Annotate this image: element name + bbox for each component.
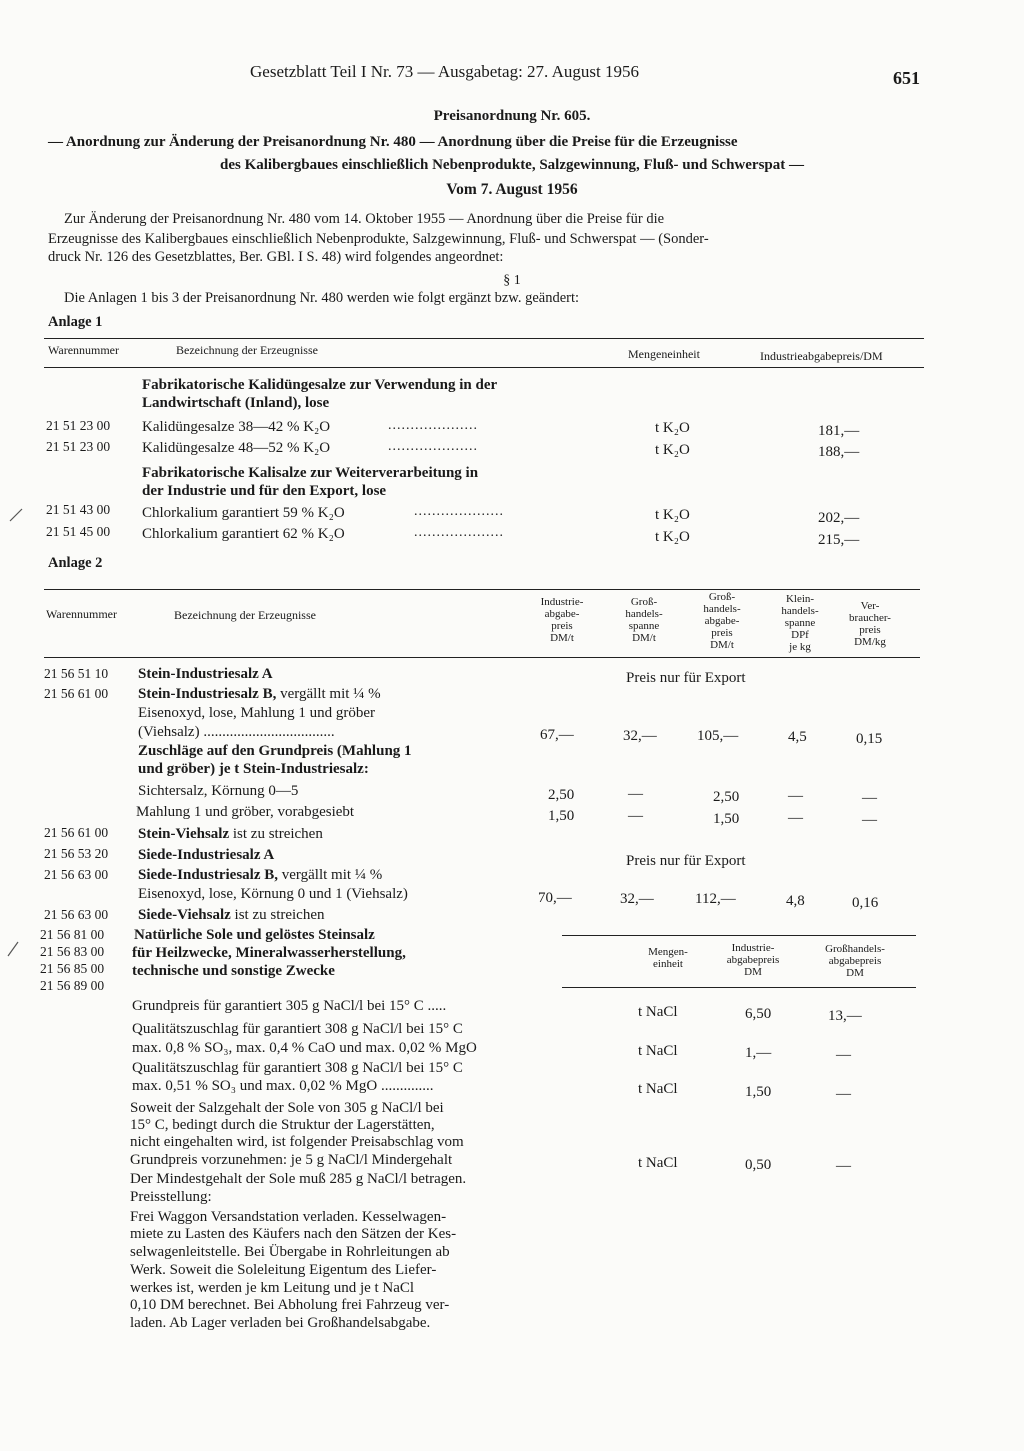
- a2-header-warennummer: Warennummer: [46, 607, 118, 621]
- a2-z1-name: Sichtersalz, Körnung 0—5: [138, 783, 299, 799]
- sub-table-header-rule: [562, 987, 916, 988]
- anlage-2-title: Anlage 2: [48, 555, 103, 571]
- a2-abschlag-line-2: 15° C, bedingt durch die Struktur der Lagerstätten,: [130, 1117, 435, 1133]
- a2-r5-val-4: 4,8: [786, 893, 805, 909]
- sub-header-industrieabgabepreis: Industrie- abgabepreis DM: [726, 942, 780, 978]
- ordinance-subtitle-2: des Kalibergbaues einschließlich Nebenprodukte, Salzgewinnung, Fluß- und Schwerspat —: [220, 157, 804, 173]
- a2-r2-val-1: 67,—: [540, 727, 574, 743]
- a1-header-mengeneinheit: Mengeneinheit: [628, 347, 700, 361]
- a2-sole-nr-2: 21 56 83 00: [40, 944, 105, 959]
- a2-r1-name: Stein-Industriesalz A: [138, 666, 273, 682]
- a2-abschlag-gh: —: [836, 1158, 851, 1174]
- a2-z2-val-4: —: [788, 810, 803, 826]
- a2-z1-val-4: —: [788, 788, 803, 804]
- a2-header-kleinhandelsspanne: Klein- handels- spanne DPf je kg: [781, 593, 819, 653]
- a2-r5-name-bold: Siede-Industriesalz B,: [138, 867, 279, 883]
- a2-preisstellung-line-7: laden. Ab Lager verladen bei Großhandelsabgabe.: [130, 1315, 431, 1331]
- a2-grundpreis-unit: t NaCl: [638, 1004, 678, 1020]
- a1-row-1-unit: t K₂O: [655, 420, 690, 436]
- a2-header-industrieabgabepreis: Industrie- abgabe- preis DM/t: [540, 596, 584, 644]
- a2-sole-line-1: Natürliche Sole und gelöstes Steinsalz: [134, 927, 375, 943]
- a2-preisstellung-line-1: Frei Waggon Versandstation verladen. Kesselwagen-: [130, 1209, 447, 1225]
- a2-r5-name: [138, 867, 382, 884]
- a2-r5-val-2: 32,—: [620, 891, 654, 907]
- intro-line-2: Erzeugnisse des Kalibergbaues einschließlich Nebenprodukte, Salzgewinnung, Fluß- und Schwerspat — (Sonder-: [48, 231, 709, 247]
- a2-q1-gh: —: [836, 1047, 851, 1063]
- a2-export-note-2: Preis nur für Export: [626, 853, 746, 869]
- a1-group-1-line-1: Fabrikatorische Kalidüngesalze zur Verwendung in der: [142, 377, 498, 393]
- a1-row-3-price: 202,—: [818, 510, 860, 526]
- a2-r2-val-4: 4,5: [788, 729, 807, 745]
- a2-r6-name: [138, 907, 325, 924]
- anlage-2-header-rule: [44, 657, 920, 658]
- a2-q1-line-1: Qualitätszuschlag für garantiert 308 g NaCl/l bei 15° C: [132, 1021, 463, 1037]
- a2-preisstellung-line-2: miete zu Lasten des Käufers nach den Sätzen der Kes-: [130, 1226, 457, 1242]
- a1-row-2-name: Kalidüngesalze 48—52 % K₂O: [142, 440, 331, 456]
- a2-grundpreis: Grundpreis für garantiert 305 g NaCl/l bei 15° C .....: [132, 998, 447, 1014]
- a2-z2-val-1: 1,50: [548, 808, 575, 824]
- a2-z1-val-2: —: [628, 786, 643, 802]
- a2-r2-name-rest: vergällt mit ¼ %: [280, 686, 381, 702]
- a2-q1-ind: 1,—: [745, 1045, 772, 1061]
- a2-preisstellung-line-6: 0,10 DM berechnet. Bei Abholung frei Fahrzeug ver-: [130, 1297, 450, 1313]
- a2-z2-val-5: —: [862, 812, 877, 828]
- a2-q2-ind: 1,50: [745, 1084, 772, 1100]
- a2-sole-line-3: technische und sonstige Zwecke: [132, 963, 335, 979]
- margin-mark-2: [4, 938, 24, 960]
- a1-row-1-nr: 21 51 23 00: [46, 418, 111, 433]
- a2-r2-line-3: (Viehsalz) ...................................: [138, 724, 335, 740]
- a2-r2-line-2: Eisenoxyd, lose, Mahlung 1 und gröber: [138, 705, 376, 721]
- margin-mark-1: [6, 505, 26, 525]
- a2-r4-name: Siede-Industriesalz A: [138, 847, 275, 863]
- a2-surcharge-line-1: Zuschläge auf den Grundpreis (Mahlung 1: [138, 743, 412, 759]
- a2-r5-val-1: 70,—: [538, 890, 572, 906]
- a1-row-3-unit: t K₂O: [655, 507, 690, 523]
- a2-r3-name: [138, 826, 323, 843]
- a2-r3-name-bold: Stein-Viehsalz: [138, 826, 230, 842]
- a1-row-4-unit: t K₂O: [655, 529, 690, 545]
- a1-row-4-name: Chlorkalium garantiert 62 % K₂O: [142, 526, 345, 542]
- a2-mindestgehalt: Der Mindestgehalt der Sole muß 285 g NaCl/l betragen.: [130, 1171, 467, 1187]
- a1-header-preis: Industrieabgabepreis/DM: [760, 349, 883, 363]
- a1-row-2-unit: t K₂O: [655, 442, 690, 458]
- a2-z2-val-3: 1,50: [713, 811, 740, 827]
- a2-abschlag-line-1: Soweit der Salzgehalt der Sole von 305 g NaCl/l bei: [130, 1100, 444, 1116]
- a1-row-3-nr: 21 51 43 00: [46, 502, 111, 517]
- a1-group-2-line-2: der Industrie und für den Export, lose: [142, 483, 387, 499]
- a2-grundpreis-gh: 13,—: [828, 1008, 862, 1024]
- running-title: Gesetzblatt Teil I Nr. 73 — Ausgabetag: 27. August 1956: [250, 62, 639, 81]
- a1-row-1-leader: ....................: [388, 418, 478, 433]
- ordinance-title: Preisanordnung Nr. 605.: [433, 108, 591, 124]
- a2-z2-val-2: —: [628, 808, 643, 824]
- a2-r3-nr: 21 56 61 00: [44, 825, 109, 840]
- a2-preisstellung-line-4: Werk. Soweit die Soleleitung Eigentum des Liefer-: [130, 1262, 437, 1278]
- a2-header-grosshandelsspanne: Groß- handels- spanne DM/t: [625, 596, 663, 644]
- a1-row-4-nr: 21 51 45 00: [46, 524, 111, 539]
- a2-z1-val-5: —: [862, 790, 877, 806]
- a1-row-2-nr: 21 51 23 00: [46, 439, 111, 454]
- a2-q1-unit: t NaCl: [638, 1043, 678, 1059]
- a2-sole-line-2: für Heilzwecke, Mineralwasserherstellung,: [132, 945, 406, 961]
- a2-z1-val-3: 2,50: [713, 789, 740, 805]
- a2-preisstellung-line-5: werkes ist, werden je km Leitung und je t NaCl: [130, 1280, 415, 1296]
- intro-line-1: Zur Änderung der Preisanordnung Nr. 480 vom 14. Oktober 1955 — Anordnung über die Preise für die: [64, 211, 665, 227]
- a1-row-2-leader: ....................: [388, 439, 478, 454]
- anlage-2-top-rule: [44, 589, 920, 590]
- a2-export-note-1: Preis nur für Export: [626, 670, 746, 686]
- a2-r5-val-5: 0,16: [852, 895, 879, 911]
- a1-row-3-name: Chlorkalium garantiert 59 % K₂O: [142, 505, 345, 521]
- a2-q2-unit: t NaCl: [638, 1081, 678, 1097]
- a2-q1-line-2: max. 0,8 % SO₃, max. 0,4 % CaO und max. 0,02 % MgO: [132, 1040, 477, 1056]
- a1-row-3-leader: ....................: [414, 504, 504, 519]
- a2-r2-val-3: 105,—: [697, 728, 739, 744]
- sub-header-grosshandelsabgabepreis: Großhandels- abgabepreis DM: [825, 943, 885, 979]
- anlage-1-top-rule: [44, 338, 924, 339]
- a2-z2-name: Mahlung 1 und gröber, vorabgesiebt: [136, 804, 355, 820]
- a2-r5-nr: 21 56 63 00: [44, 867, 109, 882]
- a1-row-1-price: 181,—: [818, 423, 860, 439]
- a2-r2-nr: 21 56 61 00: [44, 686, 109, 701]
- a1-group-1-line-2: Landwirtschaft (Inland), lose: [142, 395, 330, 411]
- a2-sole-nr-1: 21 56 81 00: [40, 927, 105, 942]
- a2-abschlag-ind: 0,50: [745, 1157, 772, 1173]
- a2-r2-val-2: 32,—: [623, 728, 657, 744]
- section-text: Die Anlagen 1 bis 3 der Preisanordnung Nr. 480 werden wie folgt ergänzt bzw. geändert:: [64, 290, 580, 306]
- a2-abschlag-line-4: Grundpreis vorzunehmen: je 5 g NaCl/l Mindergehalt: [130, 1152, 453, 1168]
- section-mark: § 1: [503, 273, 521, 288]
- a2-grundpreis-ind: 6,50: [745, 1006, 772, 1022]
- a2-q2-line-2: max. 0,51 % SO₃ und max. 0,02 % MgO ..............: [132, 1078, 434, 1094]
- a1-row-2-price: 188,—: [818, 444, 860, 460]
- a2-z1-val-1: 2,50: [548, 787, 575, 803]
- a1-row-1-name: Kalidüngesalze 38—42 % K₂O: [142, 419, 331, 435]
- a2-r1-nr: 21 56 51 10: [44, 666, 109, 681]
- a1-row-4-price: 215,—: [818, 532, 860, 548]
- a2-q2-gh: —: [836, 1086, 851, 1102]
- a2-header-bezeichnung: Bezeichnung der Erzeugnisse: [174, 608, 316, 622]
- a2-preisstellung-title: Preisstellung:: [130, 1189, 212, 1205]
- a2-abschlag-unit: t NaCl: [638, 1155, 678, 1171]
- a2-r2-name: [138, 686, 381, 703]
- a2-r6-nr: 21 56 63 00: [44, 907, 109, 922]
- a2-r5-name-rest: vergällt mit ¼ %: [281, 867, 383, 883]
- a2-r2-name-bold: Stein-Industriesalz B,: [138, 686, 277, 702]
- anlage-1-header-rule: [44, 367, 924, 368]
- a2-r4-nr: 21 56 53 20: [44, 846, 109, 861]
- anlage-1-title: Anlage 1: [48, 314, 103, 330]
- a2-sole-nr-4: 21 56 89 00: [40, 978, 105, 993]
- a2-r5-line-2: Eisenoxyd, lose, Körnung 0 und 1 (Viehsalz): [138, 886, 408, 902]
- a2-r2-val-5: 0,15: [856, 731, 883, 747]
- page-number: 651: [893, 68, 920, 88]
- a2-abschlag-line-3: nicht eingehalten wird, ist folgender Preisabschlag vom: [130, 1134, 464, 1150]
- a2-preisstellung-line-3: selwagenleitstelle. Bei Übergabe in Rohrleitungen ab: [130, 1244, 450, 1260]
- ordinance-subtitle-1: — Anordnung zur Änderung der Preisanordnung Nr. 480 — Anordnung über die Preise für die Erzeugnisse: [48, 134, 738, 150]
- a1-row-4-leader: ....................: [414, 525, 504, 540]
- a2-header-grosshandelsabgabepreis: Groß- handels- abgabe- preis DM/t: [703, 591, 741, 651]
- a1-header-warennummer: Warennummer: [48, 343, 120, 357]
- a2-r5-val-3: 112,—: [695, 891, 736, 907]
- a2-r6-name-bold: Siede-Viehsalz: [138, 907, 231, 923]
- sub-table-top-rule: [562, 935, 916, 936]
- a2-surcharge-line-2: und gröber) je t Stein-Industriesalz:: [138, 761, 369, 777]
- a2-header-verbraucherpreis: Ver- braucher- preis DM/kg: [849, 600, 891, 648]
- a2-sole-nr-3: 21 56 85 00: [40, 961, 105, 976]
- ordinance-date: Vom 7. August 1956: [446, 181, 578, 198]
- a2-r6-name-rest: ist zu streichen: [234, 907, 325, 923]
- sub-header-mengeneinheit: Mengen- einheit: [648, 946, 688, 970]
- a2-r3-name-rest: ist zu streichen: [232, 826, 323, 842]
- a2-q2-line-1: Qualitätszuschlag für garantiert 308 g NaCl/l bei 15° C: [132, 1060, 463, 1076]
- a1-group-2-line-1: Fabrikatorische Kalisalze zur Weiterverarbeitung in: [142, 465, 479, 481]
- intro-line-3: druck Nr. 126 des Gesetzblattes, Ber. GBl. I S. 48) wird folgendes angeordnet:: [48, 249, 504, 265]
- a1-header-bezeichnung: Bezeichnung der Erzeugnisse: [176, 343, 318, 357]
